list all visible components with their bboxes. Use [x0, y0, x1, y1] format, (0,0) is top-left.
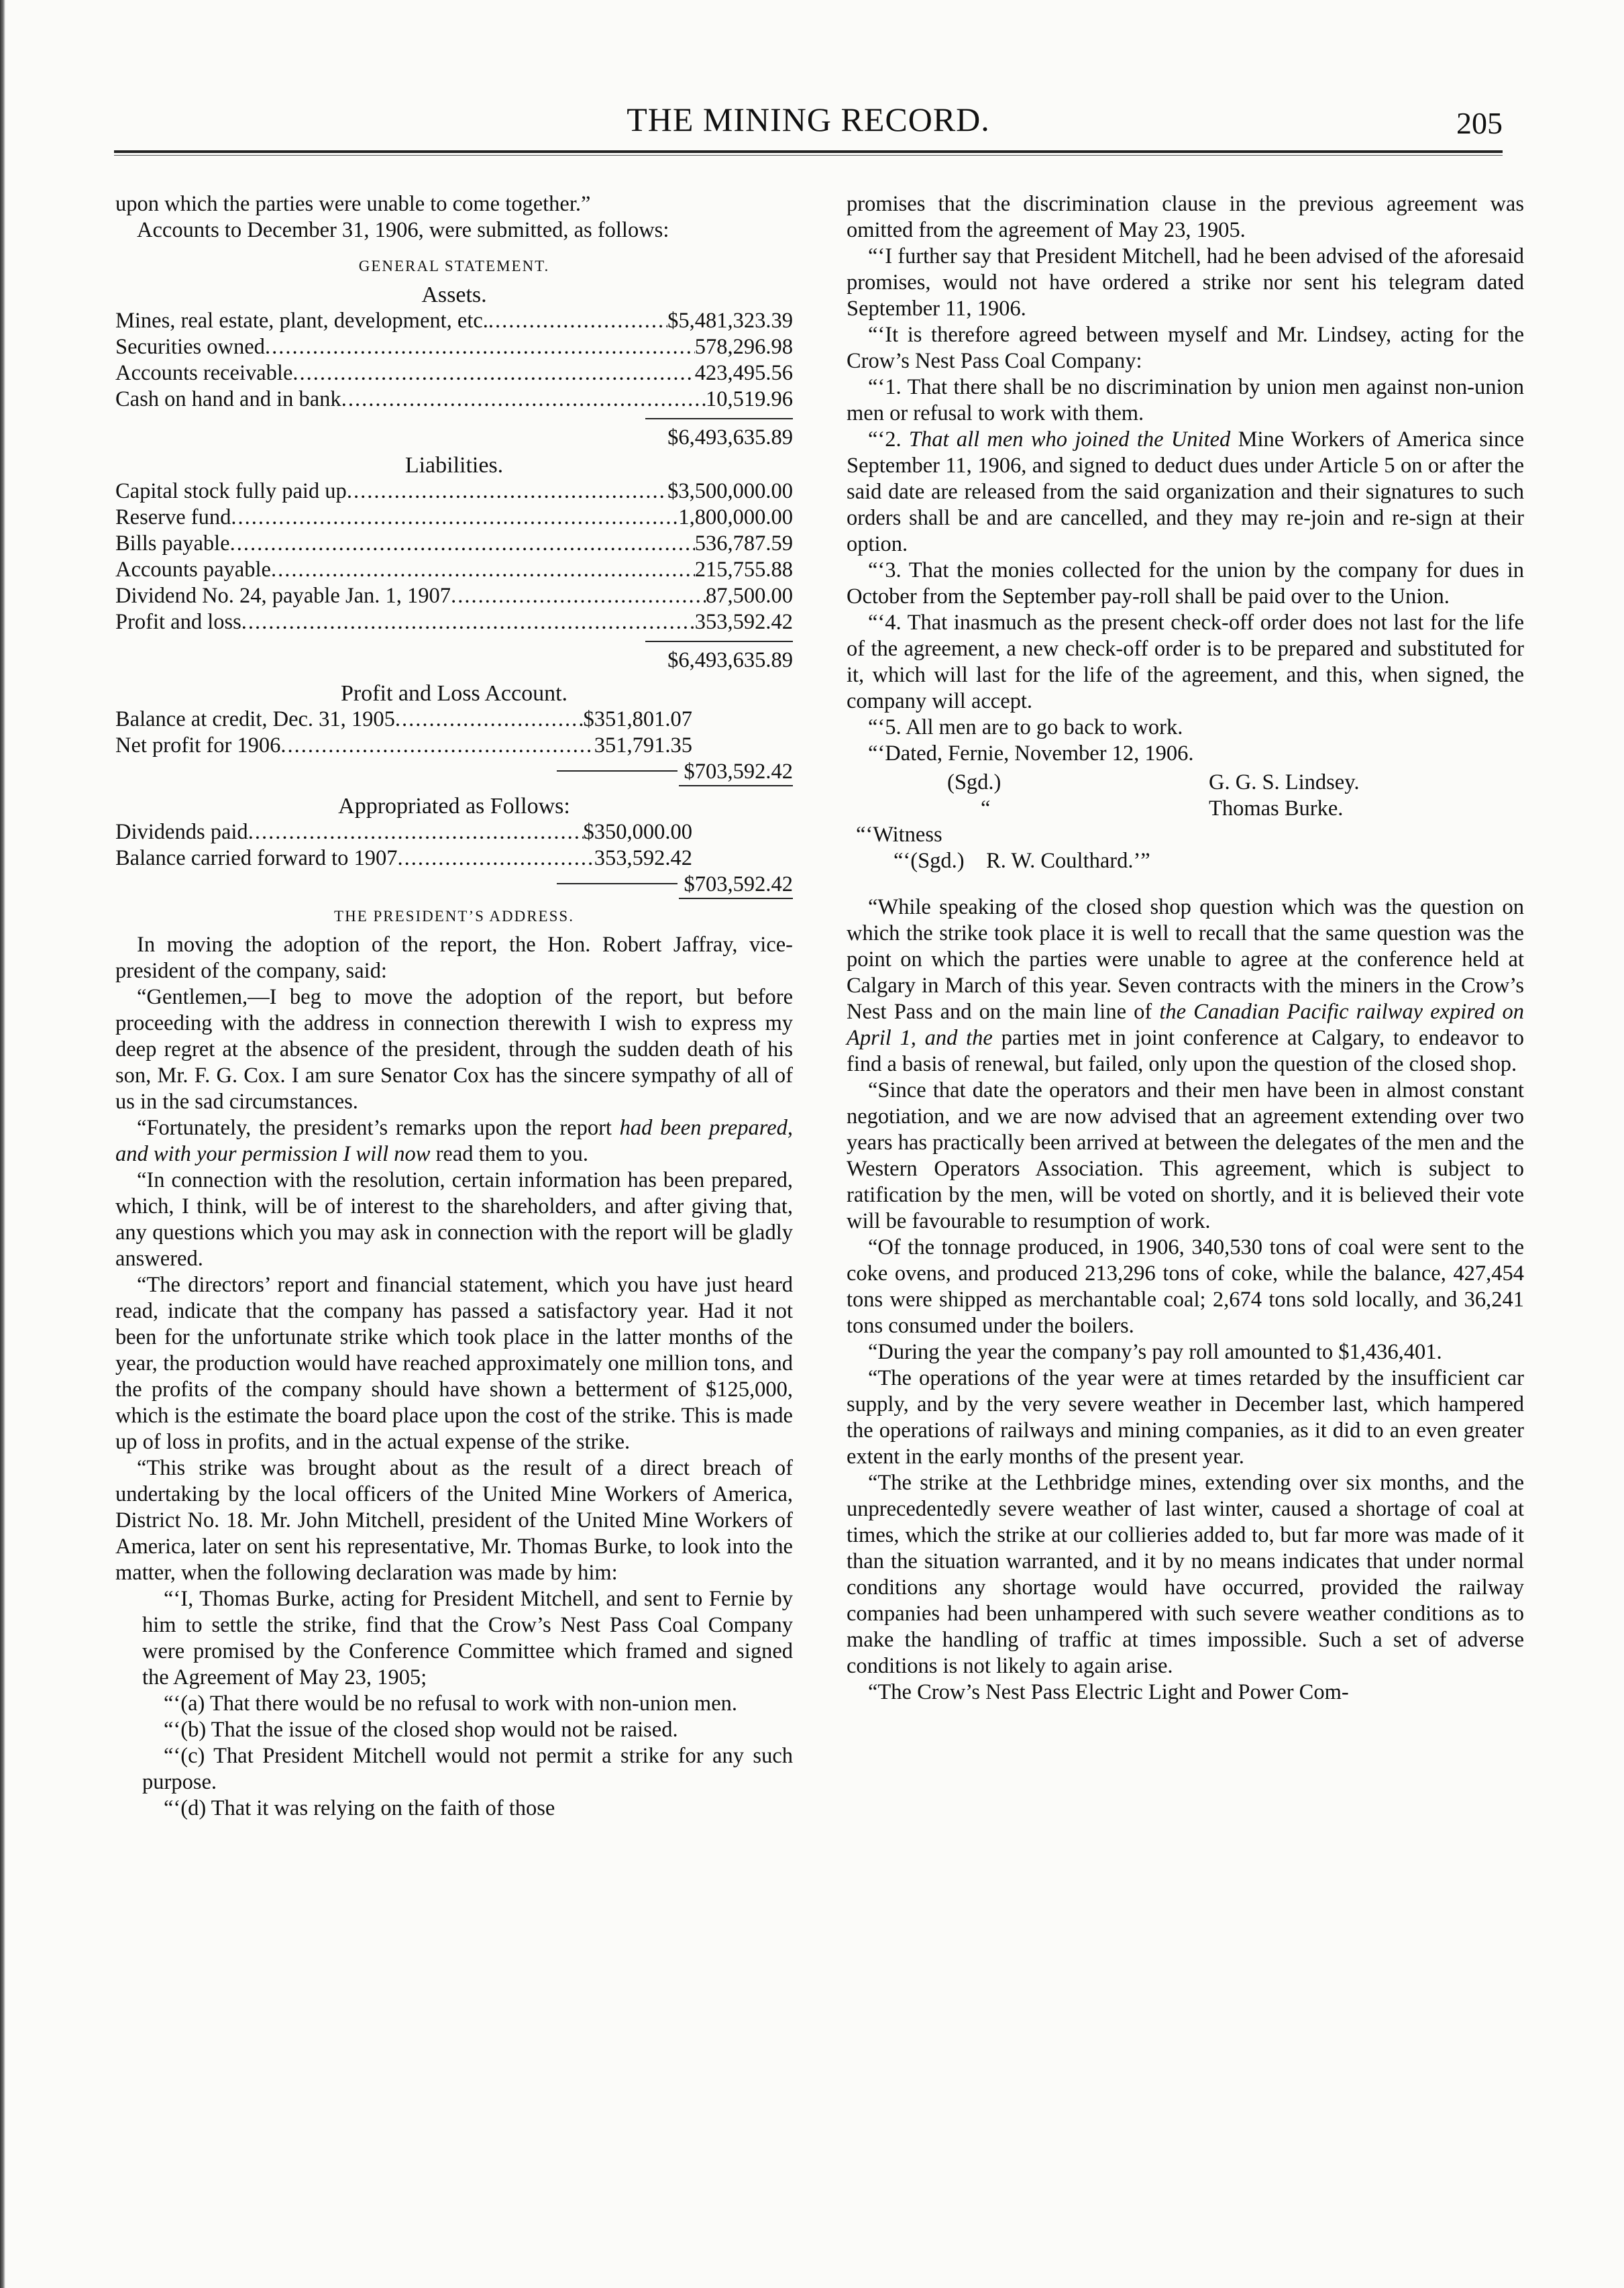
declaration-paragraph: “‘I, Thomas Burke, acting for President Mitchell, and sent to Fernie by him to settle the strike, find that the Crow’s Nest Pass Coal Company were promised by the Conference Committee which framed and signed the Agreement of May 23, 1905;: [142, 1587, 793, 1689]
paragraph: In moving the adoption of the report, the Hon. Robert Jaffray, vice-president of the company, said:: [115, 933, 793, 983]
appropriated-total-row: [115, 872, 793, 898]
paragraph: “The directors’ report and financial statement, which you have just heard read, indicate that the company has passed a satisfactory year. Had it not been for the unfortunate strike which took place in the latter months of the year, the production would have reached approximately one million tons, and the profits of the company should have shown a betterment of $125,000, which is the estimate the board place upon the cost of the strike. This is made up of loss in profits, and in the actual expense of the strike.: [115, 1273, 793, 1454]
ledger-row: Accounts receivable ..... 423,495.56: [115, 360, 793, 386]
appropriated-heading: Appropriated as Follows:: [338, 794, 570, 819]
assets-total: $6,493,635.89: [667, 425, 793, 450]
signatory-lindsey: G. G. S. Lindsey.: [1209, 770, 1360, 794]
appropriated-total: $703,592.42: [684, 872, 793, 896]
ledger-row: Balance at credit, Dec. 31, 1905 ..... $351,801.07: [115, 707, 692, 733]
paragraph: “‘I further say that President Mitchell, had he been advised of the aforesaid promises, would not have ordered a strike nor sent his telegram dated September 11, 1906.: [847, 244, 1524, 321]
agreement-item: “‘1. That there shall be no discrimination by union men against non-union men or refusal to work with them.: [847, 375, 1524, 425]
header-rule: [114, 150, 1503, 156]
ledger-row: Profit and loss ..... 353,592.42: [115, 609, 793, 635]
paragraph: “Gentlemen,—I beg to move the adoption of the report, but before proceeding with the address in connection therewith I wish to express my deep regret at the absence of the president, through the sudden death of his son, Mr. F. G. Cox. I am sure Senator Cox has the sincere sympathy of all of us in the sad circumstances.: [115, 985, 793, 1114]
ledger-row: Capital stock fully paid up ..... $3,500,000.00: [115, 478, 793, 505]
ledger-row: Net profit for 1906 ..... 351,791.35: [115, 733, 692, 759]
paragraph: “The strike at the Lethbridge mines, extending over six months, and the unprecedentedly severe weather of last winter, caused a shortage of coal at times, which the strike at our collieries added to, but far more was made of it than the situation warranted, and it by no means indicates that under normal conditions any shortage would have occurred, provided the railway companies had been unhampered with such severe weather conditions as to make the handling of traffic at times impossible. Such a set of adverse conditions is not likely to again arise.: [847, 1471, 1524, 1678]
assets-heading: Assets.: [421, 282, 487, 307]
paragraph: “In connection with the resolution, certain information has been prepared, which, I think, will be of interest to the shareholders, and after giving that, any questions which you may ask in connection with the report will be gladly answered.: [115, 1168, 793, 1271]
agreement-item: “‘3. That the monies collected for the union by the company for dues in October from the September pay-roll shall be paid over to the Union.: [847, 558, 1524, 609]
declaration-item: “‘(c) That President Mitchell would not permit a strike for any such purpose.: [142, 1744, 793, 1794]
sum-rule: [645, 418, 793, 419]
right-column: [847, 191, 1524, 1706]
general-statement-heading: GENERAL STATEMENT.: [358, 258, 550, 274]
agreement-item: “‘4. That inasmuch as the present check-off order does not last for the life of the agreement, a new check-off order is to be prepared and substituted for it, which will last for the life of the agreement, and this, when signed, the company will accept.: [847, 611, 1524, 713]
running-header: [114, 99, 1503, 146]
paragraph: “Fortunately, the president’s remarks upon the report had been prepared, and with your permission I will now read them to you.: [115, 1116, 794, 1166]
appropriated-table: [115, 819, 692, 872]
assets-table: [115, 308, 793, 413]
paragraph: “Of the tonnage produced, in 1906, 340,530 tons of coal were sent to the coke ovens, and produced 213,296 tons of coke, while the balance, 427,454 tons were shipped as merchantable coal; 2,674 tons sold locally, and 36,241 tons consumed under the boilers.: [847, 1235, 1524, 1338]
ledger-row: Cash on hand and in bank ..... 10,519.96: [115, 386, 793, 413]
dated-line: “‘Dated, Fernie, November 12, 1906.: [868, 741, 1194, 766]
sum-rule: [679, 898, 793, 899]
ledger-row: Bills payable ..... 536,787.59: [115, 531, 793, 557]
ledger-row: Dividend No. 24, payable Jan. 1, 1907 ..... 87,500.00: [115, 583, 793, 609]
sum-rule: [645, 641, 793, 642]
witness-label: “‘Witness: [856, 823, 942, 847]
liabilities-heading: Liabilities.: [404, 453, 504, 478]
sgd-label: (Sgd.): [947, 770, 1002, 794]
binding-edge: [0, 0, 5, 2288]
profit-loss-total: $703,592.42: [684, 760, 793, 784]
paragraph: “During the year the company’s pay roll amounted to $1,436,401.: [868, 1340, 1442, 1364]
left-column: [115, 191, 793, 1822]
declaration-item: “‘(b) That the issue of the closed shop would not be raised.: [164, 1718, 678, 1742]
liabilities-table: [115, 478, 793, 635]
paragraph: “The operations of the year were at times retarded by the insufficient car supply, and by the very severe weather in December last, which hampered the operations of railways and mining companies, as it did to an even greater extent in the early months of the present year.: [847, 1366, 1524, 1469]
agreement-item: “‘2. That all men who joined the United Mine Workers of America since September 11, 1906, and signed to deduct dues under Article 5 on or after the said date are released from the said organization and their signatures to such orders shall be and are cancelled, and they may re-join and re-sign at their option.: [847, 427, 1524, 556]
paragraph: “While speaking of the closed shop question which was the question on which the strike took place it is well to recall that the same question was the point on which the parties were unable to agree at the conference held at Calgary in March of this year. Seven contracts with the miners in the Crow’s Nest Pass and on the main line of the Canadian Pacific railway expired on April 1, and the parties met in joint conference at Calgary, to endeavor to find a basis of renewal, but failed, only upon the question of the closed shop.: [847, 895, 1525, 1076]
declaration-item: “‘(d) That it was relying on the faith of those: [164, 1796, 555, 1820]
paragraph: “‘It is therefore agreed between myself and Mr. Lindsey, acting for the Crow’s Nest Pass Coal Company:: [847, 323, 1524, 373]
liabilities-total: $6,493,635.89: [667, 648, 793, 672]
ledger-row: Mines, real estate, plant, development, etc. ..... $5,481,323.39: [115, 308, 793, 334]
declaration-item: “‘(a) That there would be no refusal to work with non-union men.: [164, 1692, 737, 1716]
paragraph: “Since that date the operators and their men have been in almost constant negotiation, and we are now advised that an agreement extending over two years has practically been arrived at between the delegates of the men and the Western Operators Association. This agreement, which is subject to ratification by the men, will be voted on shortly, and it is believed their vote will be favourable to resumption of work.: [847, 1078, 1524, 1233]
agreement-item: “‘5. All men are to go back to work.: [868, 715, 1183, 739]
witness-signature: “‘(Sgd.) R. W. Coulthard.’”: [894, 849, 1150, 873]
ledger-row: Accounts payable ..... 215,755.88: [115, 557, 793, 583]
ledger-row: Securities owned ..... 578,296.98: [115, 334, 793, 360]
paragraph: Accounts to December 31, 1906, were submitted, as follows:: [137, 218, 669, 242]
paragraph: “This strike was brought about as the result of a direct breach of undertaking by the local officers of the United Mine Workers of America, District No. 18. Mr. John Mitchell, president of the United Mine Workers of America, later on sent his representative, Mr. Thomas Burke, to look into the matter, when the following declaration was made by him:: [115, 1456, 793, 1585]
profit-loss-heading: Profit and Loss Account.: [340, 681, 568, 706]
journal-title: THE MINING RECORD.: [627, 101, 990, 138]
signatory-burke: Thomas Burke.: [1209, 796, 1344, 821]
ledger-row: Balance carried forward to 1907 ..... 353,592.42: [115, 845, 692, 872]
presidents-address-heading: THE PRESIDENT’S ADDRESS.: [334, 908, 574, 925]
profit-loss-table: [115, 707, 692, 759]
ledger-row: Dividends paid ..... $350,000.00: [115, 819, 692, 845]
ledger-row: Reserve fund ..... 1,800,000.00: [115, 505, 793, 531]
page-number: 205: [1456, 106, 1503, 140]
profit-loss-total-row: [115, 759, 793, 785]
signatures: [847, 770, 1524, 822]
paragraph: promises that the discrimination clause in the previous agreement was omitted from the agreement of May 23, 1905.: [847, 192, 1524, 242]
paragraph: “The Crow’s Nest Pass Electric Light and Power Com-: [868, 1680, 1349, 1704]
ditto-mark: “: [981, 796, 991, 821]
paragraph: upon which the parties were unable to come together.”: [115, 192, 591, 216]
sum-rule: [679, 785, 793, 786]
